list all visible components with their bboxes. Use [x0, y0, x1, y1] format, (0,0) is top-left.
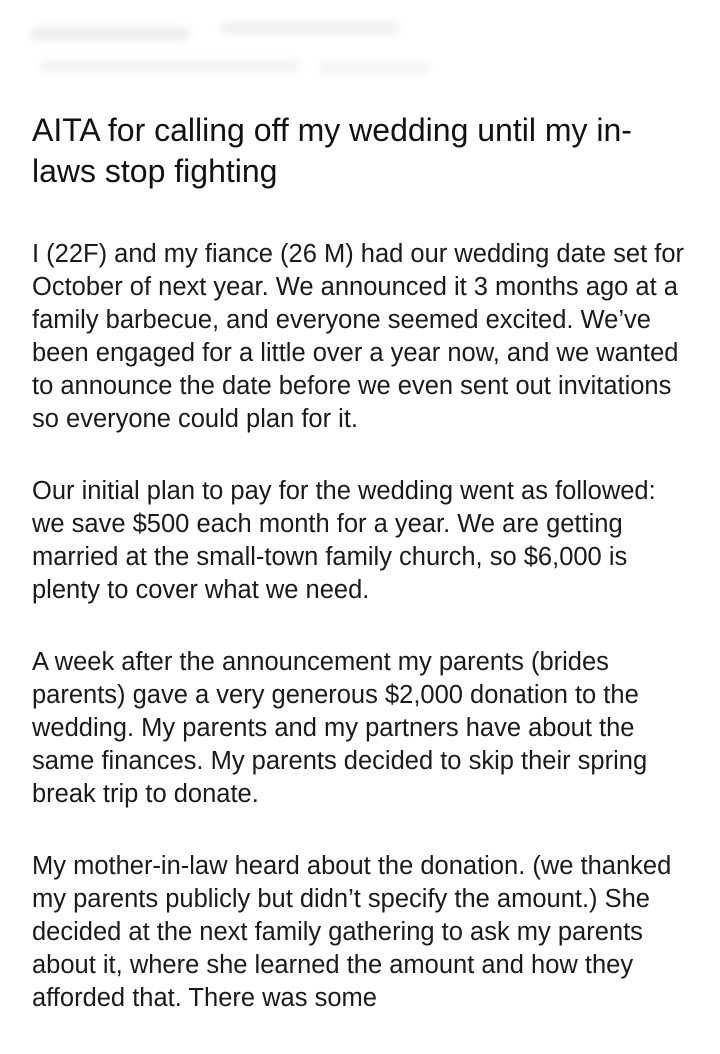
post-paragraph: Our initial plan to pay for the wedding went as followed: we save $500 each month for a year. We are getting married at the small-town family church, so $6,000 is plenty to cover what we need.: [32, 477, 656, 604]
blurred-text: [220, 22, 400, 34]
post-paragraph: My mother-in-law heard about the donation. (we thanked my parents publicly but didn’t specify the amount.) She decided at the next family gathering to ask my parents about it, where she learned the amount and how they afforded that. There was some: [32, 852, 672, 1012]
post-paragraph: A week after the announcement my parents (brides parents) gave a very generous $2,000 donation to the wedding. My parents and my partners have about the same finances. My parents decided to skip their spring break trip to donate.: [32, 648, 648, 808]
post: [32, 110, 692, 1054]
blurred-header: [0, 0, 720, 100]
post-body: [32, 238, 692, 1015]
blurred-text: [320, 62, 430, 74]
blurred-text: [40, 60, 300, 72]
post-title: AITA for calling off my wedding until my in-laws stop fighting: [32, 112, 632, 189]
blurred-text: [30, 28, 190, 40]
post-paragraph: I (22F) and my fiance (26 M) had our wedding date set for October of next year. We announced it 3 months ago at a family barbecue, and everyone seemed excited. We’ve been engaged for a little over a year now, and we wanted to announce the date before we even sent out invitations so everyone could plan for it.: [32, 240, 684, 433]
